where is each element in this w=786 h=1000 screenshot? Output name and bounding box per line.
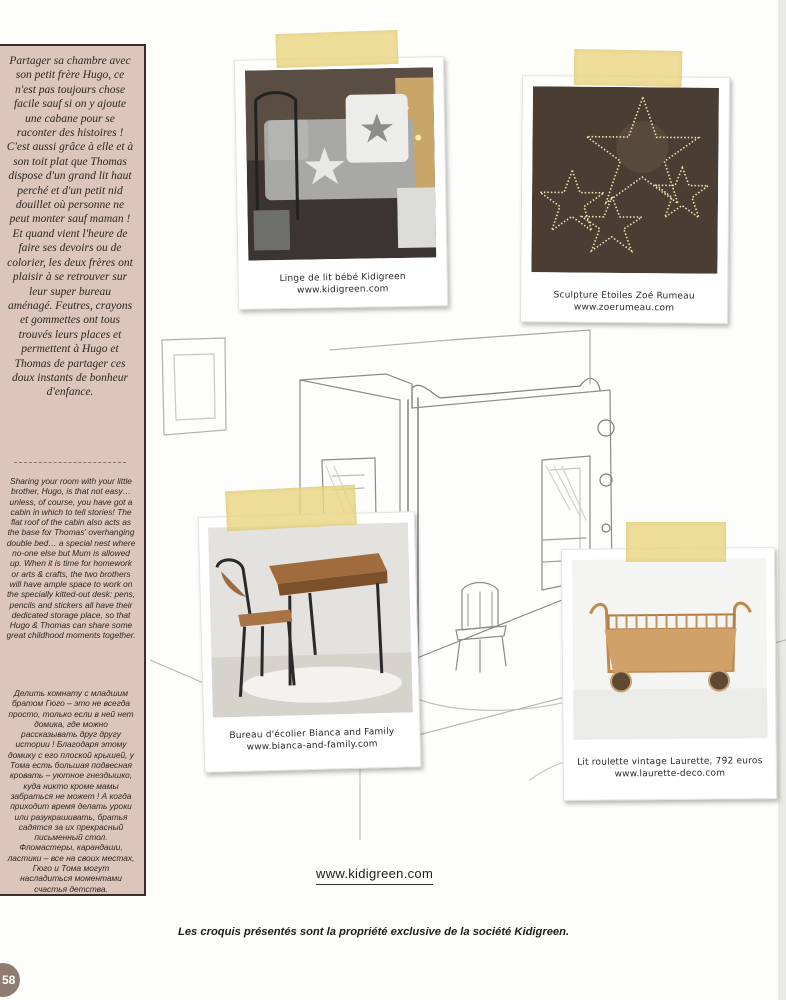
sidebar-russian-text: Делить комнату с младшим братом Гюго – это не всегда просто, только если в ней нет домика, где можно рассказывать друг другу истории ! Благодаря этому домику с его плоской крышей, у Тома есть большая подвесная кровать – уютное гнездышко, куда никто кроме мамы забраться не может ! А когда приходит время делать уроки или разукрашивать, братья садятся за их прекрасный письменный стол. Фломастеры, карандаши, ластики – все на своих местах, Гюго и Тома могут насладиться моментами счастья детства. [7,688,135,894]
rolling-bed-caption [564,756,776,781]
rolling-bed-caption-title: Lit roulette vintage Laurette, 792 euros [577,756,763,768]
sidebar-divider [14,462,126,463]
star-sculpture-photo [531,86,719,274]
school-desk-caption-url: www.bianca-and-family.com [246,738,378,753]
rolling-bed-caption-url: www.laurette-deco.com [614,768,726,779]
tape-strip [626,522,726,562]
school-desk-photo [208,522,413,717]
school-desk-caption [204,726,420,755]
star-sculpture-caption [521,290,727,315]
polaroid-bedding [234,56,448,310]
footer-credit: Les croquis présentés sont la propriété exclusive de la société Kidigreen. [178,926,570,938]
polaroid-rolling-bed [561,547,777,801]
bedding-caption [239,271,447,298]
tape-strip [275,30,398,68]
star-sculpture-caption-url: www.zoerumeau.com [573,302,675,313]
polaroid-star-sculpture [520,75,730,324]
rolling-bed-photo [572,558,768,740]
sidebar-textbox [0,44,146,896]
page-number-badge: 58 [0,963,20,997]
tape-strip [574,49,683,87]
sidebar-french-text: Partager sa chambre avec son petit frère Hugo, ce n'est pas toujours chose facile sauf si on y ajoute une cabane pour se raconter des histoires ! C'est aussi grâce à elle et à son toit plat que Thomas dispose d'un grand lit haut perché et d'un petit nid douillet où personne ne peut monter sauf maman ! Et quand vient l'heure de faire ses devoirs ou de colorier, les deux frères ont plaisir à se retrouver sur leur super bureau aménagé. Feutres, crayons et gommettes ont tous trouvés leurs places et permettent à Hugo et Thomas de partager ces doux instants de bonheur d'enfance. [6,55,134,399]
footer-website-link[interactable]: www.kidigreen.com [316,866,433,885]
bedding-caption-title: Linge de lit bébé Kidigreen [279,271,406,285]
bedding-caption-url: www.kidigreen.com [297,283,389,296]
polaroid-school-desk [198,511,422,773]
bedding-photo [245,67,436,260]
star-sculpture-caption-title: Sculpture Etoiles Zoé Rumeau [553,290,695,302]
school-desk-caption-title: Bureau d'écolier Bianca and Family [229,726,395,742]
tape-strip [225,485,357,532]
sidebar-english-text: Sharing your room with your little brother, Hugo, is that not easy… unless, of course, you have got a cabin in which to tell stories! The flat roof of the cabin also acts as the base for Thomas' overhanging double bed… a special nest where no-one else but Mum is allowed up. When it is time for homework or arts & crafts, the two brothers will have ample space to work on the specially kitted-out desk: pens, pencils and stickers all have their dedicated storage place, so that Hugo & Thomas can share some great childhood moments together. [6,476,136,641]
